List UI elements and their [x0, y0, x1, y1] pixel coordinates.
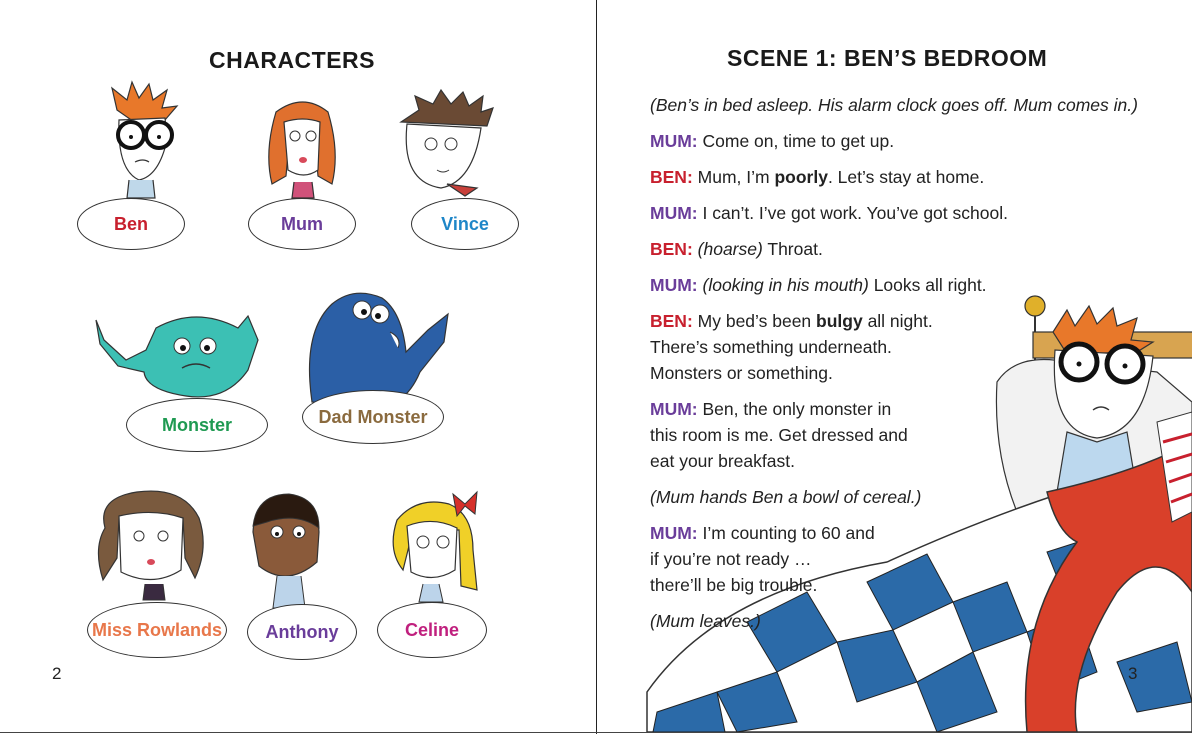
character-label-ben: Ben — [77, 198, 185, 250]
scene-heading: SCENE 1: BEN’S BEDROOM — [727, 45, 1048, 71]
stage-direction-inline: (looking in his mouth) — [702, 275, 869, 295]
dialogue-line — [650, 396, 1150, 474]
script-body — [650, 92, 1150, 644]
dialogue-line — [650, 200, 1150, 226]
dialogue-line — [650, 272, 1150, 298]
dialogue-line — [650, 520, 1150, 598]
dialogue-line — [650, 164, 1150, 190]
speaker-mum: MUM: — [650, 523, 698, 543]
monster-illustration — [126, 310, 276, 410]
page-number-left: 2 — [52, 664, 62, 683]
dialogue-text: there’ll be big trouble. — [650, 575, 818, 595]
emphasis-word: bulgy — [816, 311, 863, 331]
dialogue-text: Looks all right. — [873, 275, 987, 295]
page-number-right: 3 — [1128, 664, 1138, 683]
dialogue-text: Throat. — [767, 239, 823, 259]
right-page — [597, 0, 1192, 732]
mum-illustration — [248, 92, 358, 202]
vince-illustration — [411, 92, 521, 202]
stage-direction: (Mum hands Ben a bowl of cereal.) — [650, 487, 922, 507]
dialogue-text: all night. — [862, 311, 933, 331]
speaker-mum: MUM: — [650, 203, 698, 223]
dialogue-text: There’s something underneath. — [650, 337, 892, 357]
dialogue-text: I’m counting to 60 and — [702, 523, 875, 543]
stage-direction: (Mum leaves.) — [650, 611, 761, 631]
dialogue-text: if you’re not ready … — [650, 549, 812, 569]
dialogue-text: eat your breakfast. — [650, 451, 795, 471]
character-label-dad-monster: Dad Monster — [302, 390, 444, 444]
dialogue-text: . Let’s stay at home. — [827, 167, 985, 187]
speaker-mum: MUM: — [650, 275, 698, 295]
speaker-ben: BEN: — [650, 167, 693, 187]
character-label-mum: Mum — [248, 198, 356, 250]
speaker-mum: MUM: — [650, 131, 698, 151]
character-label-anthony: Anthony — [247, 604, 357, 660]
dialogue-text: Mum, I’m — [697, 167, 775, 187]
celine-illustration — [377, 490, 497, 610]
character-label-celine: Celine — [377, 602, 487, 658]
bottom-rule — [0, 732, 1192, 733]
characters-heading: CHARACTERS — [209, 47, 375, 73]
dialogue-line — [650, 128, 1150, 154]
dialogue-text: Come on, time to get up. — [702, 131, 895, 151]
anthony-illustration — [247, 492, 357, 612]
character-label-miss-rowlands: Miss Rowlands — [87, 602, 227, 658]
ben-illustration — [77, 80, 207, 200]
miss-rowlands-illustration — [87, 488, 227, 608]
stage-direction-inline: (hoarse) — [697, 239, 763, 259]
dialogue-text: Ben, the only monster in — [702, 399, 892, 419]
dialogue-text: My bed’s been — [697, 311, 817, 331]
left-page — [0, 0, 596, 732]
dialogue-text: Monsters or something. — [650, 363, 833, 383]
character-label-vince: Vince — [411, 198, 519, 250]
dialogue-line — [650, 236, 1150, 262]
stage-direction: (Ben’s in bed asleep. His alarm clock goes off. Mum comes in.) — [650, 95, 1138, 115]
speaker-ben: BEN: — [650, 239, 693, 259]
character-label-monster: Monster — [126, 398, 268, 452]
speaker-mum: MUM: — [650, 399, 698, 419]
speaker-ben: BEN: — [650, 311, 693, 331]
dialogue-line — [650, 308, 1150, 386]
dialogue-text: I can’t. I’ve got work. You’ve got school. — [702, 203, 1008, 223]
dialogue-text: this room is me. Get dressed and — [650, 425, 908, 445]
emphasis-word: poorly — [774, 167, 828, 187]
